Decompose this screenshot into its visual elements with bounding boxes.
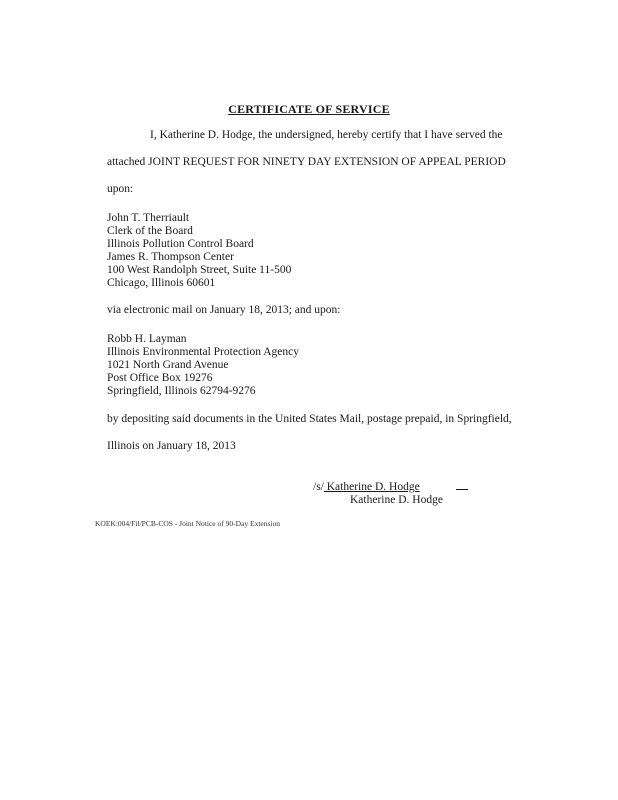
deposit-line-2: Illinois on January 18, 2013 bbox=[107, 440, 236, 452]
recipient-1-line: John T. Therriault bbox=[107, 212, 190, 224]
recipient-2-line: Illinois Environmental Protection Agency bbox=[107, 346, 299, 358]
certification-line-2: attached JOINT REQUEST FOR NINETY DAY EXTENSION OF APPEAL PERIOD bbox=[107, 156, 506, 168]
signature-prefix: /s/ bbox=[313, 481, 324, 493]
upon-label-1: upon: bbox=[107, 183, 134, 195]
document-title: CERTIFICATE OF SERVICE bbox=[228, 102, 390, 116]
recipient-1-line: James R. Thompson Center bbox=[107, 251, 234, 263]
recipient-1-line: Clerk of the Board bbox=[107, 225, 193, 237]
signature-underline-rule bbox=[456, 481, 468, 490]
document-footer: KOEK:004/Fil/PCB-COS - Joint Notice of 90-Day Extension bbox=[95, 519, 280, 528]
recipient-1-line: Illinois Pollution Control Board bbox=[107, 238, 254, 250]
certification-line-1: I, Katherine D. Hodge, the undersigned, hereby certify that I have served the bbox=[150, 129, 503, 141]
recipient-2-line: Post Office Box 19276 bbox=[107, 372, 213, 384]
recipient-2-line: Robb H. Layman bbox=[107, 333, 187, 345]
signature-line bbox=[313, 481, 468, 494]
recipient-1-line: Chicago, Illinois 60601 bbox=[107, 277, 216, 289]
recipient-2-line: Springfield, Illinois 62794-9276 bbox=[107, 385, 256, 397]
recipient-address-2 bbox=[107, 333, 299, 398]
printed-signer-name: Katherine D. Hodge bbox=[350, 494, 443, 506]
recipient-2-line: 1021 North Grand Avenue bbox=[107, 359, 229, 371]
signature-name: Katherine D. Hodge bbox=[323, 481, 420, 493]
deposit-line-1: by depositing said documents in the United States Mail, postage prepaid, in Springfield, bbox=[107, 413, 512, 425]
recipient-address-1 bbox=[107, 212, 291, 290]
recipient-1-line: 100 West Randolph Street, Suite 11-500 bbox=[107, 264, 292, 276]
service-method-line: via electronic mail on January 18, 2013; and upon: bbox=[107, 304, 341, 316]
